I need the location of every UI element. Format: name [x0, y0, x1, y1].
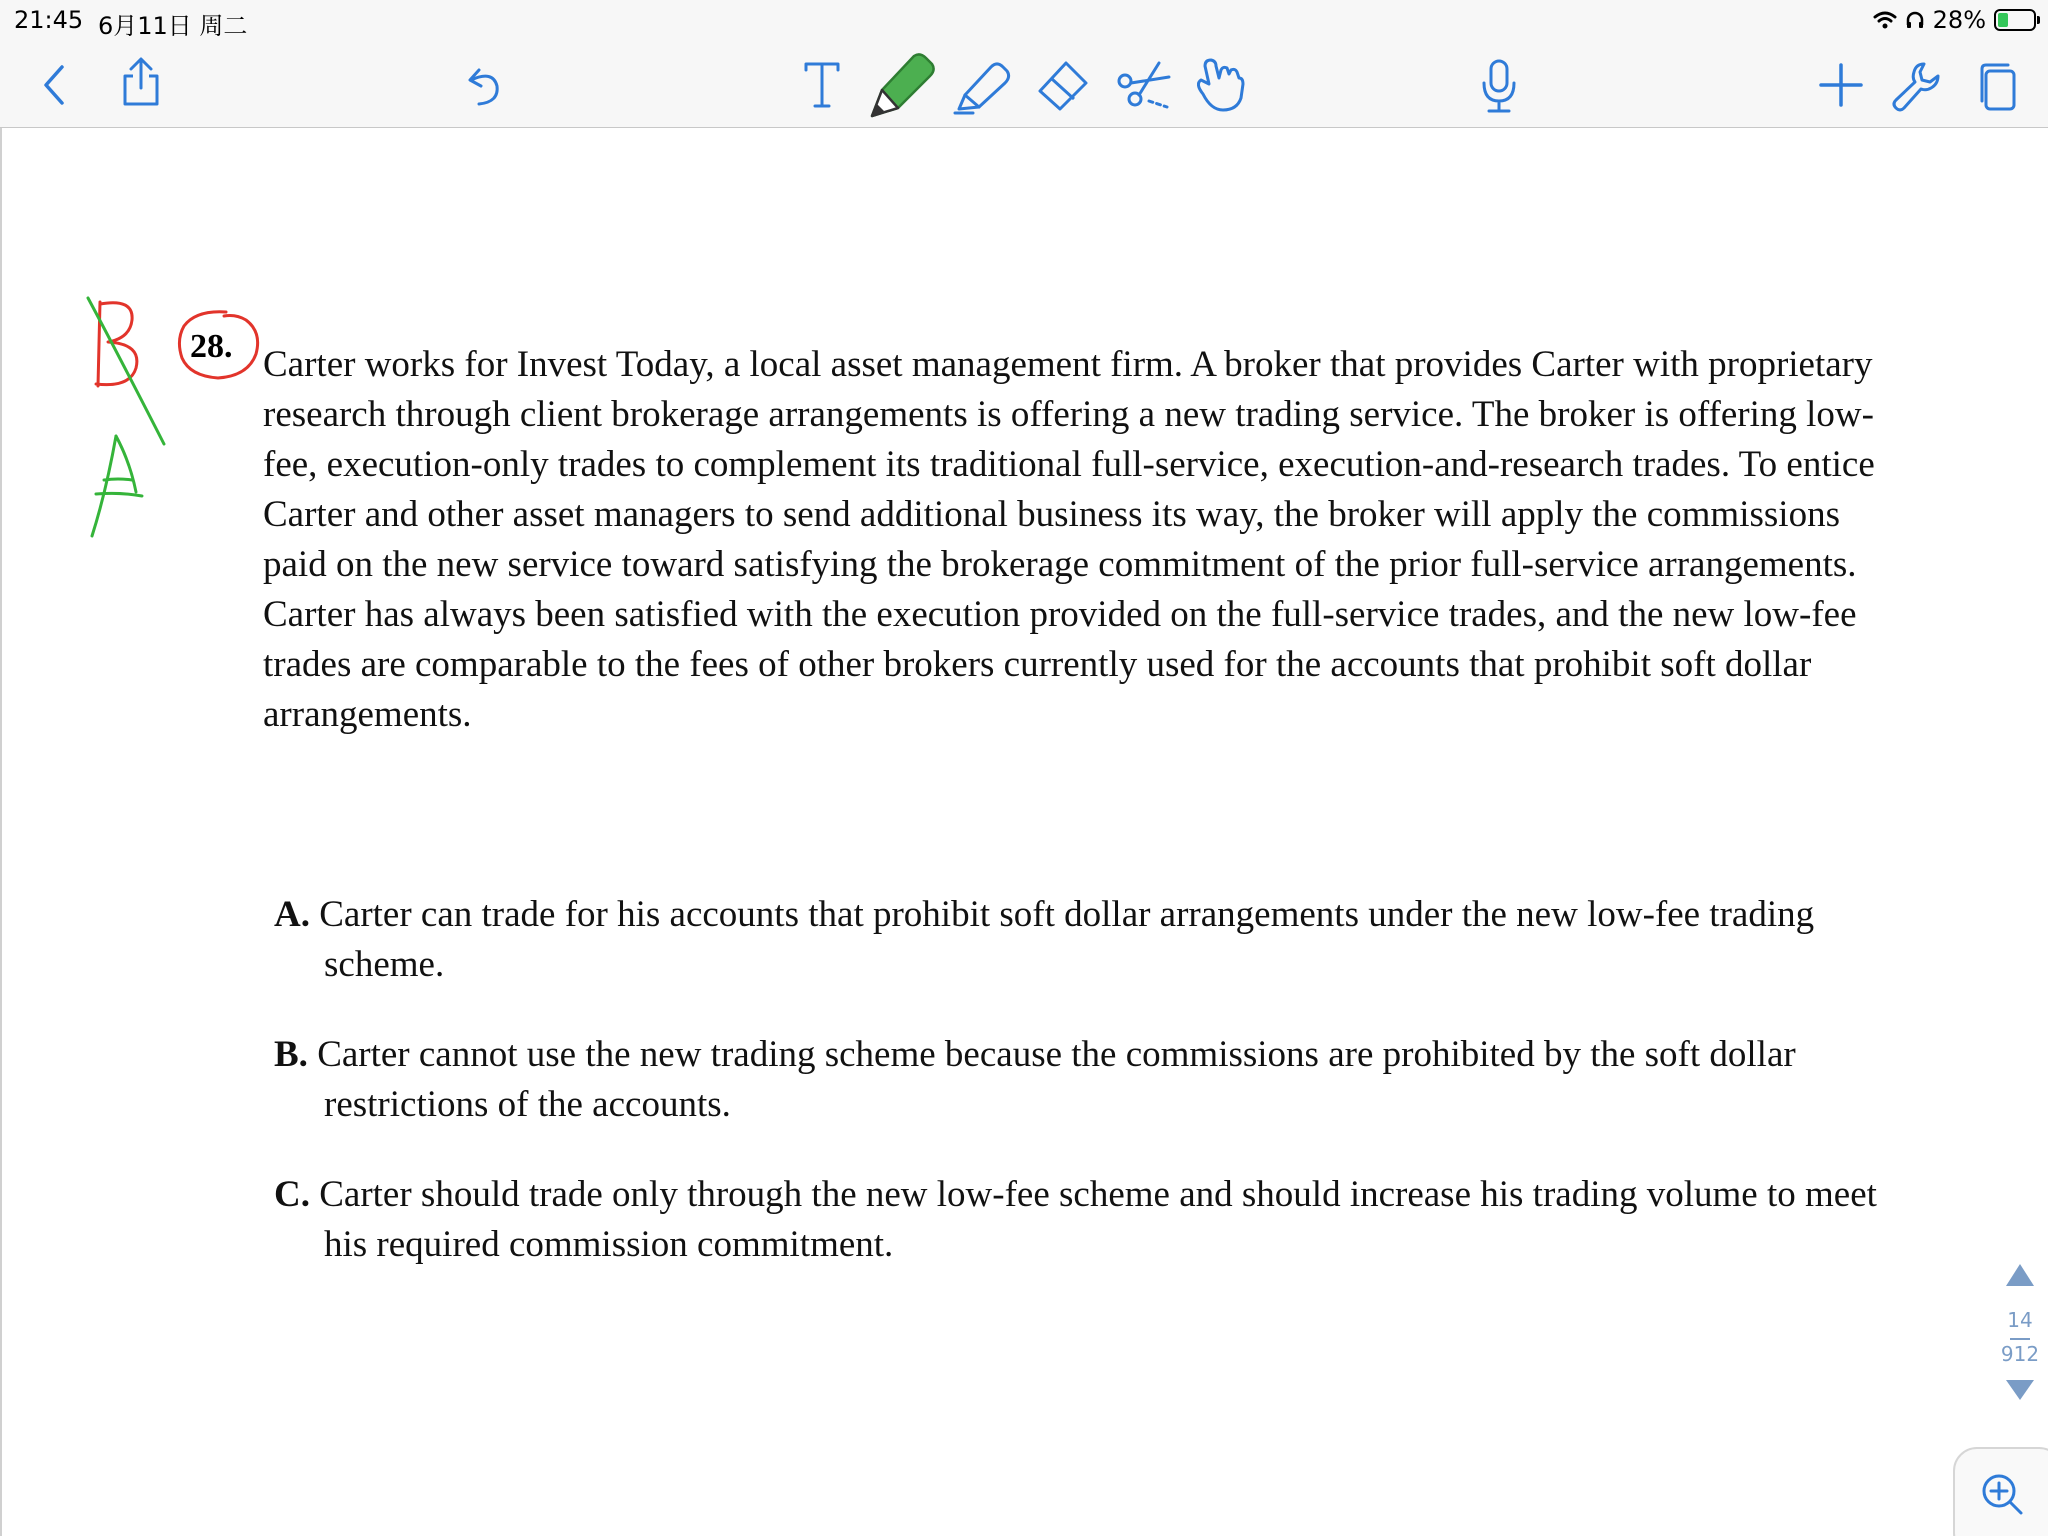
question-text: Carter works for Invest Today, a local asset management firm. A broker that provides Carter with proprietary research through client brokerage arrangements is offering a new trading service. The broker is offering low-fee, execution-only trades to complement its traditional full-service, execution-and-research trades. To entice Carter and other asset managers to send additional business its way, the broker will apply the commissions paid on the new service toward satisfying the brokerage commitment of the prior full-service arrangements. Carter has always been satisfied with the execution provided on the full-service trades, and the new low-fee trades are comparable to the fees of other brokers currently used for the accounts that prohibit soft dollar arrangements.: [263, 344, 1875, 735]
battery-percent: 28%: [1932, 6, 1986, 34]
current-page: 14: [2007, 1308, 2033, 1332]
status-date: 6月11日 周二: [98, 12, 248, 40]
page-view-icon[interactable]: [1976, 60, 2020, 114]
option-c-letter: C.: [274, 1174, 310, 1215]
toolbar: [0, 40, 2048, 128]
option-a-text: Carter can trade for his accounts that prohibit soft dollar arrangements under the new low-fee trading scheme.: [319, 894, 1815, 985]
page-down-icon[interactable]: [2004, 1378, 2036, 1402]
page-up-icon[interactable]: [2004, 1262, 2036, 1288]
undo-icon[interactable]: [458, 62, 508, 110]
highlighter-tool-icon[interactable]: [950, 54, 1016, 116]
text-tool-icon[interactable]: [798, 56, 846, 112]
eraser-tool-icon[interactable]: [1030, 54, 1094, 116]
wifi-icon: [1873, 10, 1897, 30]
pen-tool-icon[interactable]: [862, 46, 942, 126]
document-page[interactable]: [0, 128, 2048, 1536]
page-navigator: [1992, 1262, 2048, 1402]
hand-pointer-icon[interactable]: [1188, 52, 1250, 116]
battery-icon: [1994, 9, 2036, 31]
option-a-letter: A.: [274, 894, 310, 935]
add-icon[interactable]: [1816, 60, 1866, 110]
lasso-scissors-icon[interactable]: [1112, 56, 1174, 114]
battery-level: [1998, 13, 2008, 27]
page-divider: [2010, 1338, 2030, 1340]
option-b[interactable]: [274, 1030, 1884, 1130]
total-pages: 912: [2000, 1342, 2040, 1366]
share-icon[interactable]: [114, 54, 168, 110]
headphones-icon: [1905, 10, 1925, 30]
option-c-text: Carter should trade only through the new low-fee scheme and should increase his trading volume to meet his required commission commitment.: [319, 1174, 1877, 1265]
status-bar: [0, 0, 2048, 40]
option-c[interactable]: [274, 1170, 1884, 1270]
wrench-icon[interactable]: [1888, 58, 1944, 114]
option-b-text: Carter cannot use the new trading scheme because the commissions are prohibited by the soft dollar restrictions of the accounts.: [317, 1034, 1796, 1125]
question-number: 28.: [190, 328, 233, 365]
zoom-in-icon: [1979, 1471, 2025, 1517]
status-indicators: [1873, 4, 2036, 36]
microphone-icon[interactable]: [1474, 56, 1524, 116]
option-b-letter: B.: [274, 1034, 308, 1075]
option-a[interactable]: [274, 890, 1884, 990]
back-icon[interactable]: [30, 60, 80, 110]
status-time: 21:45: [14, 6, 84, 34]
handwritten-answer-a: [86, 422, 156, 542]
zoom-button[interactable]: [1953, 1447, 2048, 1536]
